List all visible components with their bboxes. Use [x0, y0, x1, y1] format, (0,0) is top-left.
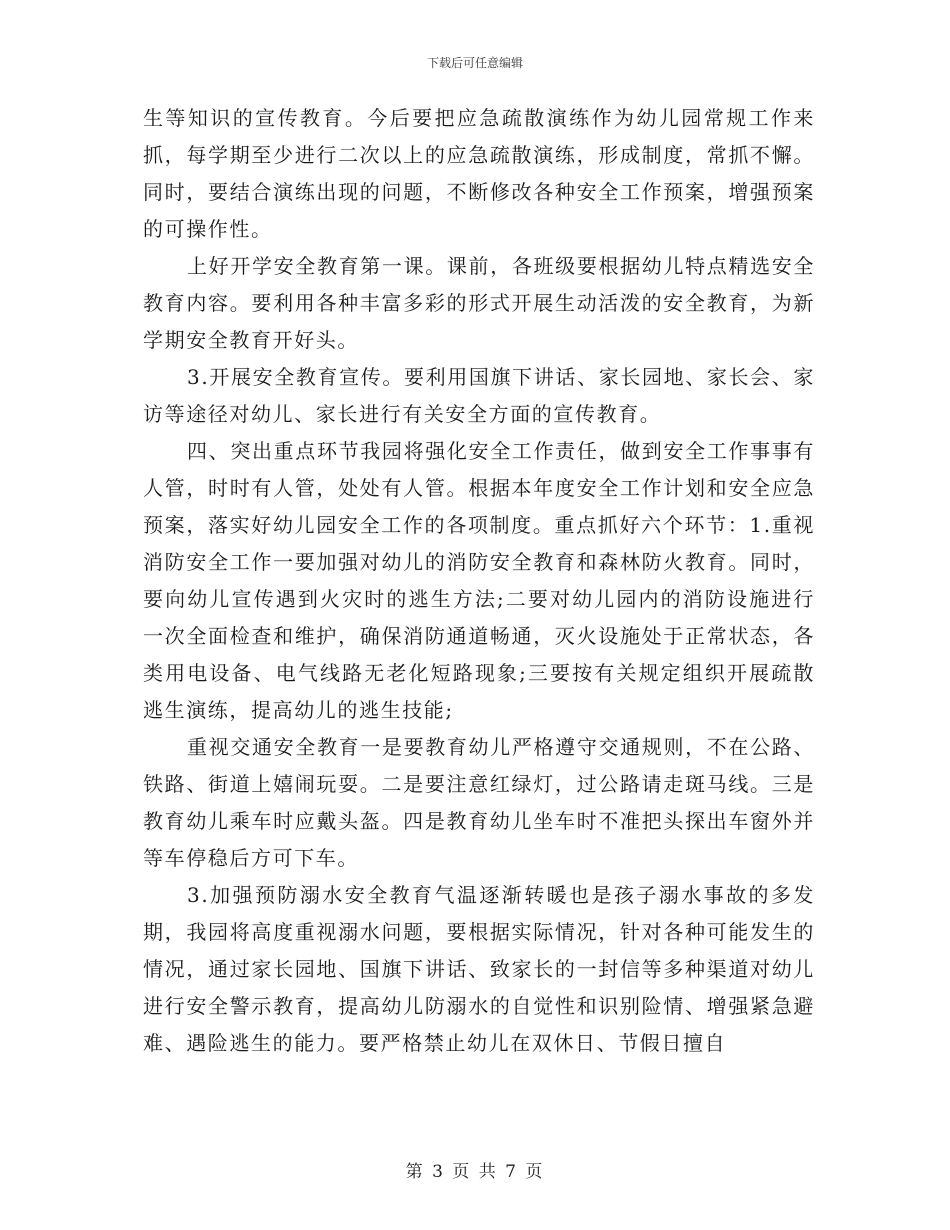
paragraph-2: 上好开学安全教育第一课。课前，各班级要根据幼儿特点精选安全教育内容。要利用各种丰富多彩的形式开展生动活泼的安全教育，为新学期安全教育开好头。 [143, 254, 815, 352]
paragraph-6: 3.加强预防溺水安全教育气温逐渐转暖也是孩子溺水事故的多发期，我园将高度重视溺水问题，要根据实际情况，针对各种可能发生的情况，通过家长园地、国旗下讲话、致家长的一封信等多种渠道对幼儿进行安全警示教育，提高幼儿防溺水的自觉性和识别险情、增强紧急避难、遇险逃生的能力。要严格禁止幼儿在双休日、节假日擅自 [143, 883, 815, 1055]
page-footer: 第 3 页 共 7 页 [405, 1162, 545, 1182]
paragraph-5: 重视交通安全教育一是要教育幼儿严格遵守交通规则，不在公路、铁路、街道上嬉闹玩耍。二是要注意红绿灯，过公路请走斑马线。三是教育幼儿乘车时应戴头盔。四是教育幼儿坐车时不准把头探出车窗外并等车停稳后方可下车。 [143, 735, 815, 870]
document-body [143, 100, 815, 1062]
paragraph-4: 四、突出重点环节我园将强化安全工作责任，做到安全工作事事有人管，时时有人管，处处有人管。根据本年度安全工作计划和安全应急预案，落实好幼儿园安全工作的各项制度。重点抓好六个环节：1.重视消防安全工作一要加强对幼儿的消防安全教育和森林防火教育。同时，要向幼儿宣传遇到火灾时的逃生方法;二要对幼儿园内的消防设施进行一次全面检查和维护，确保消防通道畅通，灭火设施处于正常状态，各类用电设备、电气线路无老化短路现象;三要按有关规定组织开展疏散逃生演练，提高幼儿的逃生技能; [143, 439, 815, 722]
page-header: 下载后可任意编辑 [426, 56, 523, 70]
paragraph-1: 生等知识的宣传教育。今后要把应急疏散演练作为幼儿园常规工作来抓，每学期至少进行二次以上的应急疏散演练，形成制度，常抓不懈。同时，要结合演练出现的问题，不断修改各种安全工作预案，增强预案的可操作性。 [143, 106, 815, 241]
paragraph-3: 3.开展安全教育宣传。要利用国旗下讲话、家长园地、家长会、家访等途径对幼儿、家长进行有关安全方面的宣传教育。 [143, 365, 815, 426]
